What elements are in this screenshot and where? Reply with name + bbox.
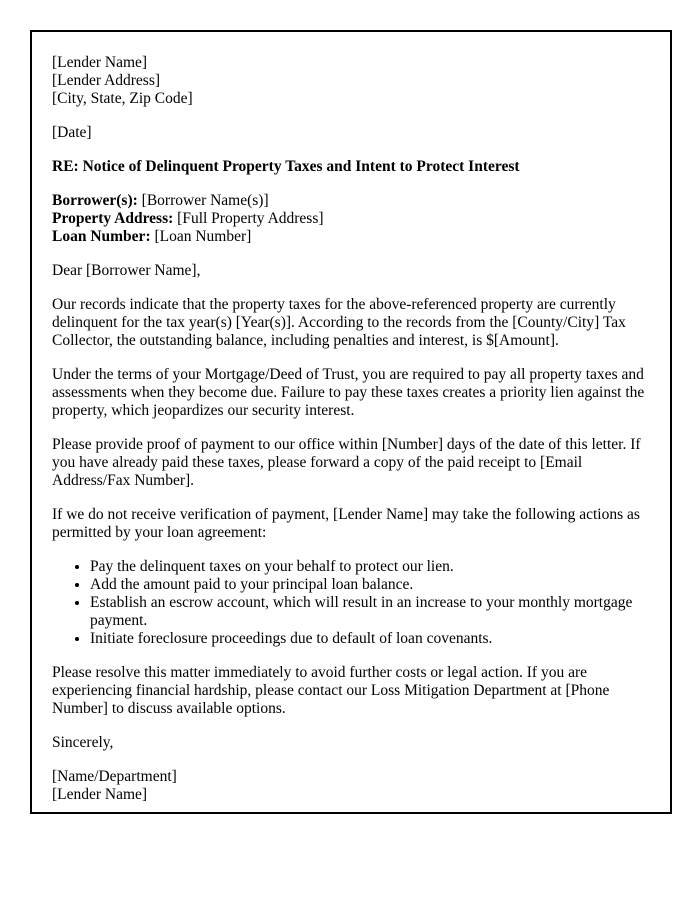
- signature-name-line: [Name/Department]: [52, 768, 177, 785]
- loan-info-block: [52, 192, 650, 246]
- signature-block: [52, 768, 650, 804]
- body-paragraph-1: Our records indicate that the property taxes for the above-referenced property are currently delinquent for the tax year(s) [Year(s)]. According to the records from the [County/City] Tax Collector, the outstanding balance, including penalties and interest, is $[Amount].: [52, 296, 626, 349]
- action-item-foreclosure: • Initiate foreclosure proceedings due to default of loan covenants.: [90, 630, 650, 648]
- body-paragraph-3: Please provide proof of payment to our office within [Number] days of the date of this letter. If you have already paid these taxes, please forward a copy of the paid receipt to [Email Address/Fax Number].: [52, 436, 641, 489]
- sender-address-line: [Lender Address]: [52, 72, 161, 89]
- borrower-info-label: Borrower(s):: [52, 192, 138, 209]
- body-paragraph-2: Under the terms of your Mortgage/Deed of Trust, you are required to pay all property taxes and assessments when they become due. Failure to pay these taxes creates a priority lien against the property, which jeopardizes our security interest.: [52, 366, 645, 419]
- subject-line: RE: Notice of Delinquent Property Taxes and Intent to Protect Interest: [52, 158, 520, 175]
- signature-lender-line: [Lender Name]: [52, 786, 148, 803]
- sender-address-block: [52, 54, 650, 108]
- action-item-escrow-account: • Establish an escrow account, which will result in an increase to your monthly mortgage payment.: [90, 594, 650, 630]
- actions-list: [52, 558, 650, 648]
- property-address-info-value: [Full Property Address]: [173, 210, 324, 227]
- sender-name-line: [Lender Name]: [52, 54, 148, 71]
- sign-off: Sincerely,: [52, 734, 114, 751]
- loan-number-info-line: [52, 228, 650, 246]
- salutation: Dear [Borrower Name],: [52, 262, 201, 279]
- property-address-info-line: [52, 210, 650, 228]
- sender-city-line: [City, State, Zip Code]: [52, 90, 193, 107]
- borrower-info-line: [52, 192, 650, 210]
- body-paragraph-4: If we do not receive verification of payment, [Lender Name] may take the following actions as permitted by your loan agreement:: [52, 506, 640, 541]
- closing-paragraph: Please resolve this matter immediately to avoid further costs or legal action. If you are experiencing financial hardship, please contact our Loss Mitigation Department at [Phone Number] to discuss available options.: [52, 664, 610, 717]
- letter-page: [30, 30, 672, 814]
- loan-number-info-label: Loan Number:: [52, 228, 151, 245]
- borrower-info-value: [Borrower Name(s)]: [137, 192, 269, 209]
- date-line: [Date]: [52, 124, 92, 141]
- action-item-pay-taxes: • Pay the delinquent taxes on your behalf to protect our lien.: [90, 558, 650, 576]
- property-address-info-label: Property Address:: [52, 210, 174, 227]
- action-item-add-balance: • Add the amount paid to your principal loan balance.: [90, 576, 650, 594]
- loan-number-info-value: [Loan Number]: [150, 228, 252, 245]
